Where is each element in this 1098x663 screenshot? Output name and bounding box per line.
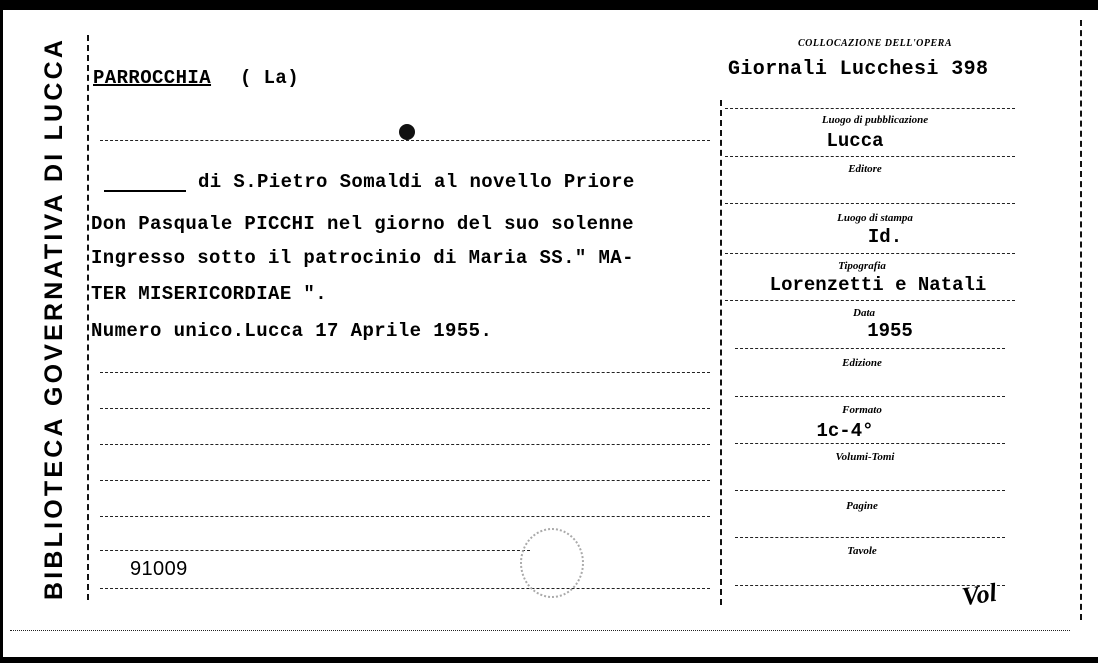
field-rule-4 [725, 300, 1015, 301]
inventory-number: 91009 [130, 558, 188, 580]
field-rule-9 [735, 537, 1005, 538]
field-rule-0 [725, 108, 1015, 109]
collocazione-label: COLLOCAZIONE DELL'OPERA [797, 38, 953, 49]
signature: Vol [960, 577, 999, 612]
blank-dash [104, 190, 186, 192]
card-right-edge [1080, 20, 1082, 620]
tavole-label: Tavole [847, 545, 877, 557]
tipografia-label: Tipografia [838, 260, 886, 272]
card-left-border [0, 0, 3, 663]
left-margin-line [87, 35, 89, 600]
field-rule-6 [735, 396, 1005, 397]
rule-4 [100, 444, 710, 445]
edizione-label: Edizione [842, 357, 882, 369]
entry-line-5: Numero unico.Lucca 17 Aprile 1955. [91, 320, 493, 342]
formato-label: Formato [842, 404, 882, 416]
editore-label: Editore [848, 163, 882, 175]
volumi-tomi-label: Volumi-Tomi [835, 451, 895, 463]
luogo-stampa-value: Id. [867, 226, 903, 248]
entry-line-3: Ingresso sotto il patrocinio di Maria SS." MA- [91, 247, 634, 269]
luogo-stampa-label: Luogo di stampa [837, 212, 913, 224]
field-rule-2 [725, 203, 1015, 204]
luogo-pubblicazione-label: Luogo di pubblicazione [821, 114, 929, 126]
tipografia-value: Lorenzetti e Natali [769, 274, 987, 296]
data-label: Data [853, 307, 875, 319]
fields-column-divider [720, 100, 722, 605]
rule-2 [100, 372, 710, 373]
ink-dot [399, 124, 415, 140]
data-value: 1955 [867, 320, 913, 342]
rule-5 [100, 480, 710, 481]
entry-line-1: di S.Pietro Somaldi al novello Priore [198, 171, 635, 193]
rule-3 [100, 408, 710, 409]
field-rule-5 [735, 348, 1005, 349]
bottom-strip-rule [10, 630, 1070, 631]
rule-1 [100, 140, 710, 141]
rule-6 [100, 516, 710, 517]
formato-value: 1c-4° [816, 420, 874, 442]
library-name-vertical: BIBLIOTECA GOVERNATIVA DI LUCCA [40, 36, 68, 600]
entry-line-4: TER MISERICORDIAE ". [91, 283, 328, 305]
field-rule-3 [725, 253, 1015, 254]
collocazione-value: Giornali Lucchesi 398 [728, 58, 989, 81]
rule-7 [100, 550, 530, 551]
card-bottom-border [0, 657, 1098, 663]
field-rule-1 [725, 156, 1015, 157]
heading-article: ( La) [240, 67, 300, 89]
heading-word: PARROCCHIA [93, 67, 212, 89]
stamp-smudge [520, 528, 584, 598]
field-rule-7 [735, 443, 1005, 444]
field-rule-8 [735, 490, 1005, 491]
pagine-label: Pagine [846, 500, 878, 512]
rule-8 [100, 588, 710, 589]
card-top-border [0, 0, 1098, 10]
entry-line-2: Don Pasquale PICCHI nel giorno del suo solenne [91, 213, 634, 235]
luogo-pubblicazione-value: Lucca [826, 130, 884, 152]
